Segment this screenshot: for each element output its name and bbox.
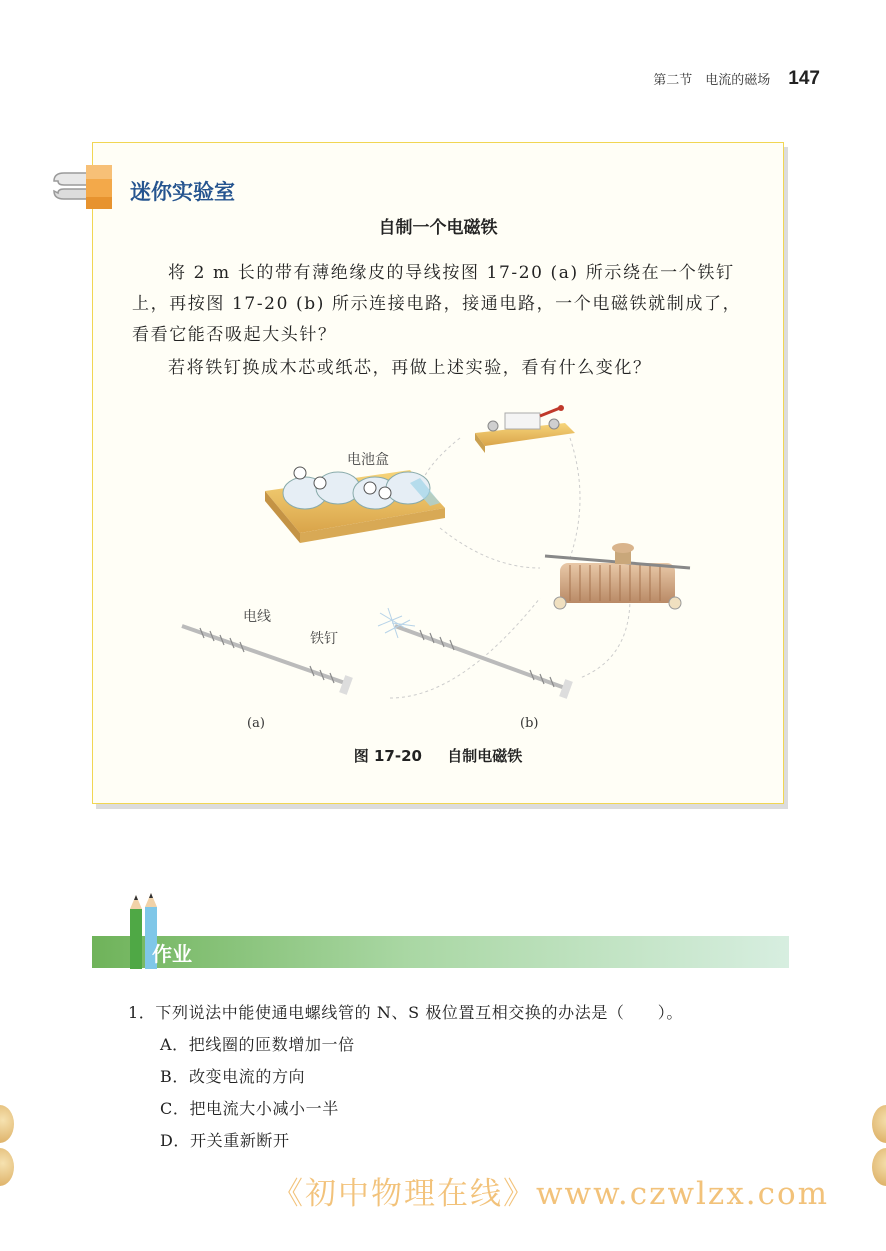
rheostat-icon (545, 543, 690, 609)
nail-icon-b (378, 608, 573, 699)
option-d: D．开关重新断开 (160, 1131, 290, 1150)
option-c: C．把电流大小减小一半 (160, 1099, 339, 1118)
question-paragraph: 若将铁钉换成木芯或纸芯，再做上述实验，看有什么变化？ (168, 358, 652, 378)
option-b: B．改变电流的方向 (160, 1067, 306, 1086)
page-edge-dot (0, 1148, 14, 1186)
page-edge-dot (872, 1148, 886, 1186)
switch-icon (475, 405, 575, 453)
question-1: 1．下列说法中能使通电螺线管的 N、S 极位置互相交换的办法是（ ）。 (128, 1003, 683, 1022)
figure-caption (92, 745, 784, 766)
label-battery-box: 电池盒 (347, 452, 389, 468)
mini-lab-title: 迷你实验室 (130, 180, 235, 204)
label-nail: 铁钉 (310, 631, 338, 647)
page-edge-dot (872, 1105, 886, 1143)
binder-clip-icon (50, 163, 116, 211)
figure-title: 自制电磁铁 (447, 747, 523, 765)
caption-a: (a) (247, 716, 265, 731)
page-edge-dot (0, 1105, 14, 1143)
homework-title: 作业 (152, 942, 192, 966)
section-title: 第二节 电流的磁场 (653, 73, 771, 88)
electromagnet-illustration (160, 398, 700, 743)
page-header (653, 68, 820, 90)
label-wire: 电线 (243, 609, 271, 625)
figure-number: 图 17-20 (353, 747, 422, 765)
battery-box-icon (265, 467, 445, 543)
pins-icon (378, 608, 415, 638)
option-a: A．把线圈的匝数增加一倍 (160, 1035, 355, 1054)
watermark-text: 《初中物理在线》www.czwlzx.com (272, 1176, 830, 1212)
caption-b: (b) (520, 716, 539, 731)
instruction-paragraph: 将 2 m 长的带有薄绝缘皮的导线按图 17-20 (a) 所示绕在一个铁钉上，再按图 17-20 (b) 所示连接电路，接通电路，一个电磁铁就制成了，看看它能否吸起大头针？ (132, 263, 742, 345)
homework-bar (92, 936, 789, 968)
experiment-title: 自制一个电磁铁 (378, 218, 498, 238)
page-number: 147 (788, 68, 820, 89)
